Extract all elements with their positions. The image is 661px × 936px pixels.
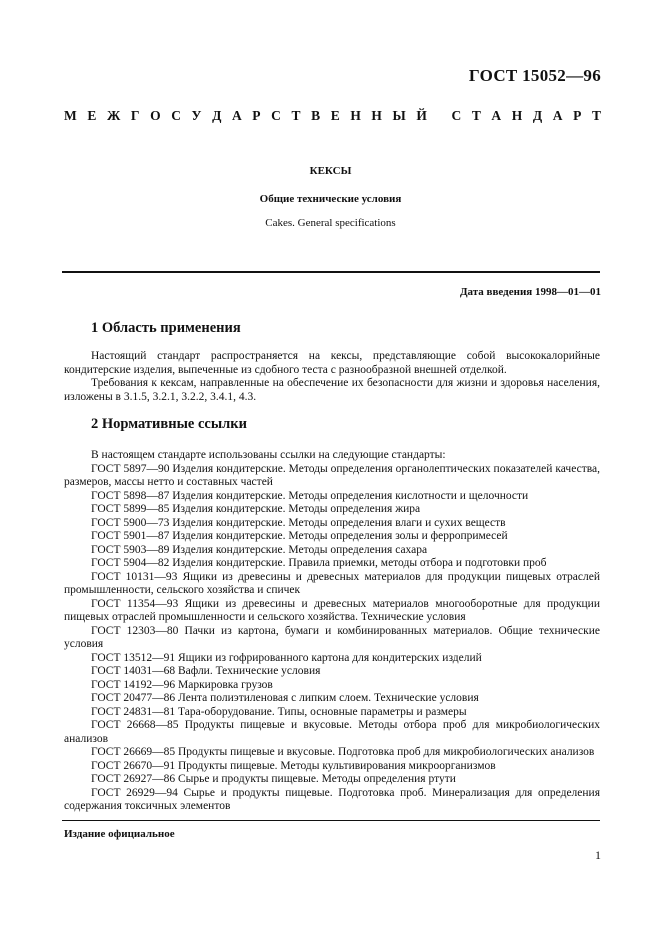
reference-item: ГОСТ 5903—89 Изделия кондитерские. Методы определения сахара [91, 543, 428, 556]
reference-item: ГОСТ 26927—86 Сырье и продукты пищевые. Методы определения ртути [91, 773, 456, 785]
document-title: КЕКСЫ [309, 165, 352, 177]
introduction-date: Дата введения 1998—01—01 [459, 286, 601, 298]
interstate-letter: Д [532, 108, 543, 123]
interstate-letter: С [451, 108, 462, 123]
reference-item: ГОСТ 10131—93 Ящики из древесины и древесных материалов для продукции пищевых отраслей промышленности, сельского хозяйства и спичек [64, 570, 600, 596]
section-1-heading: 1 Область применения [91, 320, 241, 336]
reference-item: ГОСТ 5901—87 Изделия кондитерские. Методы определения золы и ферропримесей [91, 530, 508, 542]
reference-item: ГОСТ 5899—85 Изделия кондитерские. Методы определения жира [91, 503, 421, 515]
normative-references-list [64, 449, 600, 814]
interstate-letter: М [64, 108, 77, 123]
interstate-letter: О [150, 108, 161, 123]
interstate-letter [438, 108, 441, 124]
section-1-paragraph: Требования к кексам, направленные на обеспечение их безопасности для жизни и здоровья населения, изложены в 3.1.5, 3.2.1, 3.2.2, 3.4.1, 4.3. [64, 377, 600, 403]
reference-item: ГОСТ 26670—91 Продукты пищевые. Методы культивирования микроорганизмов [91, 759, 496, 772]
section-1-paragraph: Настоящий стандарт распространяется на кексы, представляющие собой высококалорийные кондитерские изделия, выпеченные из сдобного теста с разнообразной внешней отделкой. [64, 350, 600, 376]
reference-item: ГОСТ 14031—68 Вафли. Технические условия [91, 665, 321, 677]
reference-item: ГОСТ 11354—93 Ящики из древесины и древесных материалов многооборотные для продукции пищевых отраслей промышленности и сельского хозяйства. Технические условия [64, 597, 600, 623]
interstate-letter: Г [130, 108, 140, 123]
interstate-letter: Й [416, 108, 427, 123]
page-number: 1 [595, 848, 601, 862]
interstate-letter: В [311, 108, 321, 123]
references-intro: В настоящем стандарте использованы ссылки на следующие стандарты: [91, 449, 446, 461]
title-divider [62, 271, 600, 273]
interstate-letter: С [271, 108, 281, 123]
footer-divider [62, 820, 600, 821]
reference-item: ГОСТ 13512—91 Ящики из гофрированного картона для кондитерских изделий [91, 651, 482, 664]
interstate-letter: Р [573, 108, 582, 123]
reference-item: ГОСТ 5900—73 Изделия кондитерские. Методы определения влаги и сухих веществ [91, 516, 506, 529]
reference-item: ГОСТ 12303—80 Пачки из картона, бумаги и комбинированных материалов. Общие технические условия [64, 624, 600, 650]
reference-item: ГОСТ 5897—90 Изделия кондитерские. Методы определения органолептических показателей качества, размеров, массы нетто и составных частей [64, 462, 600, 488]
edition-note: Издание официальное [64, 828, 175, 840]
interstate-letter: Ы [392, 108, 406, 123]
interstate-letter: Д [212, 108, 222, 123]
reference-item: ГОСТ 20477—86 Лента полиэтиленовая с липким слоем. Технические условия [91, 692, 479, 704]
interstate-letter: Е [87, 108, 97, 123]
subtitle-russian: Общие технические условия [259, 193, 402, 205]
reference-item: ГОСТ 26669—85 Продукты пищевые и вкусовые. Подготовка проб для микробиологических анализов [91, 746, 595, 758]
interstate-letter: Т [591, 108, 601, 123]
interstate-letter: Н [350, 108, 361, 123]
reference-item: ГОСТ 5898—87 Изделия кондитерские. Методы определения кислотности и щелочности [91, 489, 529, 502]
interstate-letter: Т [471, 108, 481, 123]
interstate-letter: А [552, 108, 563, 123]
interstate-letter: Т [291, 108, 301, 123]
reference-item: ГОСТ 24831—81 Тара-оборудование. Типы, основные параметры и размеры [91, 705, 467, 718]
reference-item: ГОСТ 26929—94 Сырье и продукты пищевые. Подготовка проб. Минерализация для определения содержания токсичных элементов [64, 786, 600, 812]
interstate-letter: У [191, 108, 202, 123]
interstate-letter: Ж [106, 108, 121, 123]
reference-item: ГОСТ 26668—85 Продукты пищевые и вкусовые. Методы отбора проб для микробиологических анализов [64, 719, 600, 745]
interstate-letter: Е [330, 108, 340, 123]
interstate-letter: С [171, 108, 181, 123]
document-number: ГОСТ 15052—96 [468, 66, 601, 85]
reference-item: ГОСТ 14192—96 Маркировка грузов [91, 678, 273, 691]
subtitle-english: Cakes. General specifications [265, 217, 396, 229]
interstate-letter: Н [511, 108, 523, 123]
section-2-heading: 2 Нормативные ссылки [91, 416, 247, 432]
interstate-letter: Р [252, 108, 261, 123]
interstate-standard-heading [64, 108, 601, 124]
interstate-letter: Н [371, 108, 382, 123]
reference-item: ГОСТ 5904—82 Изделия кондитерские. Правила приемки, методы отбора и подготовки проб [91, 557, 547, 569]
interstate-letter: А [491, 108, 502, 123]
interstate-letter: А [231, 108, 242, 123]
